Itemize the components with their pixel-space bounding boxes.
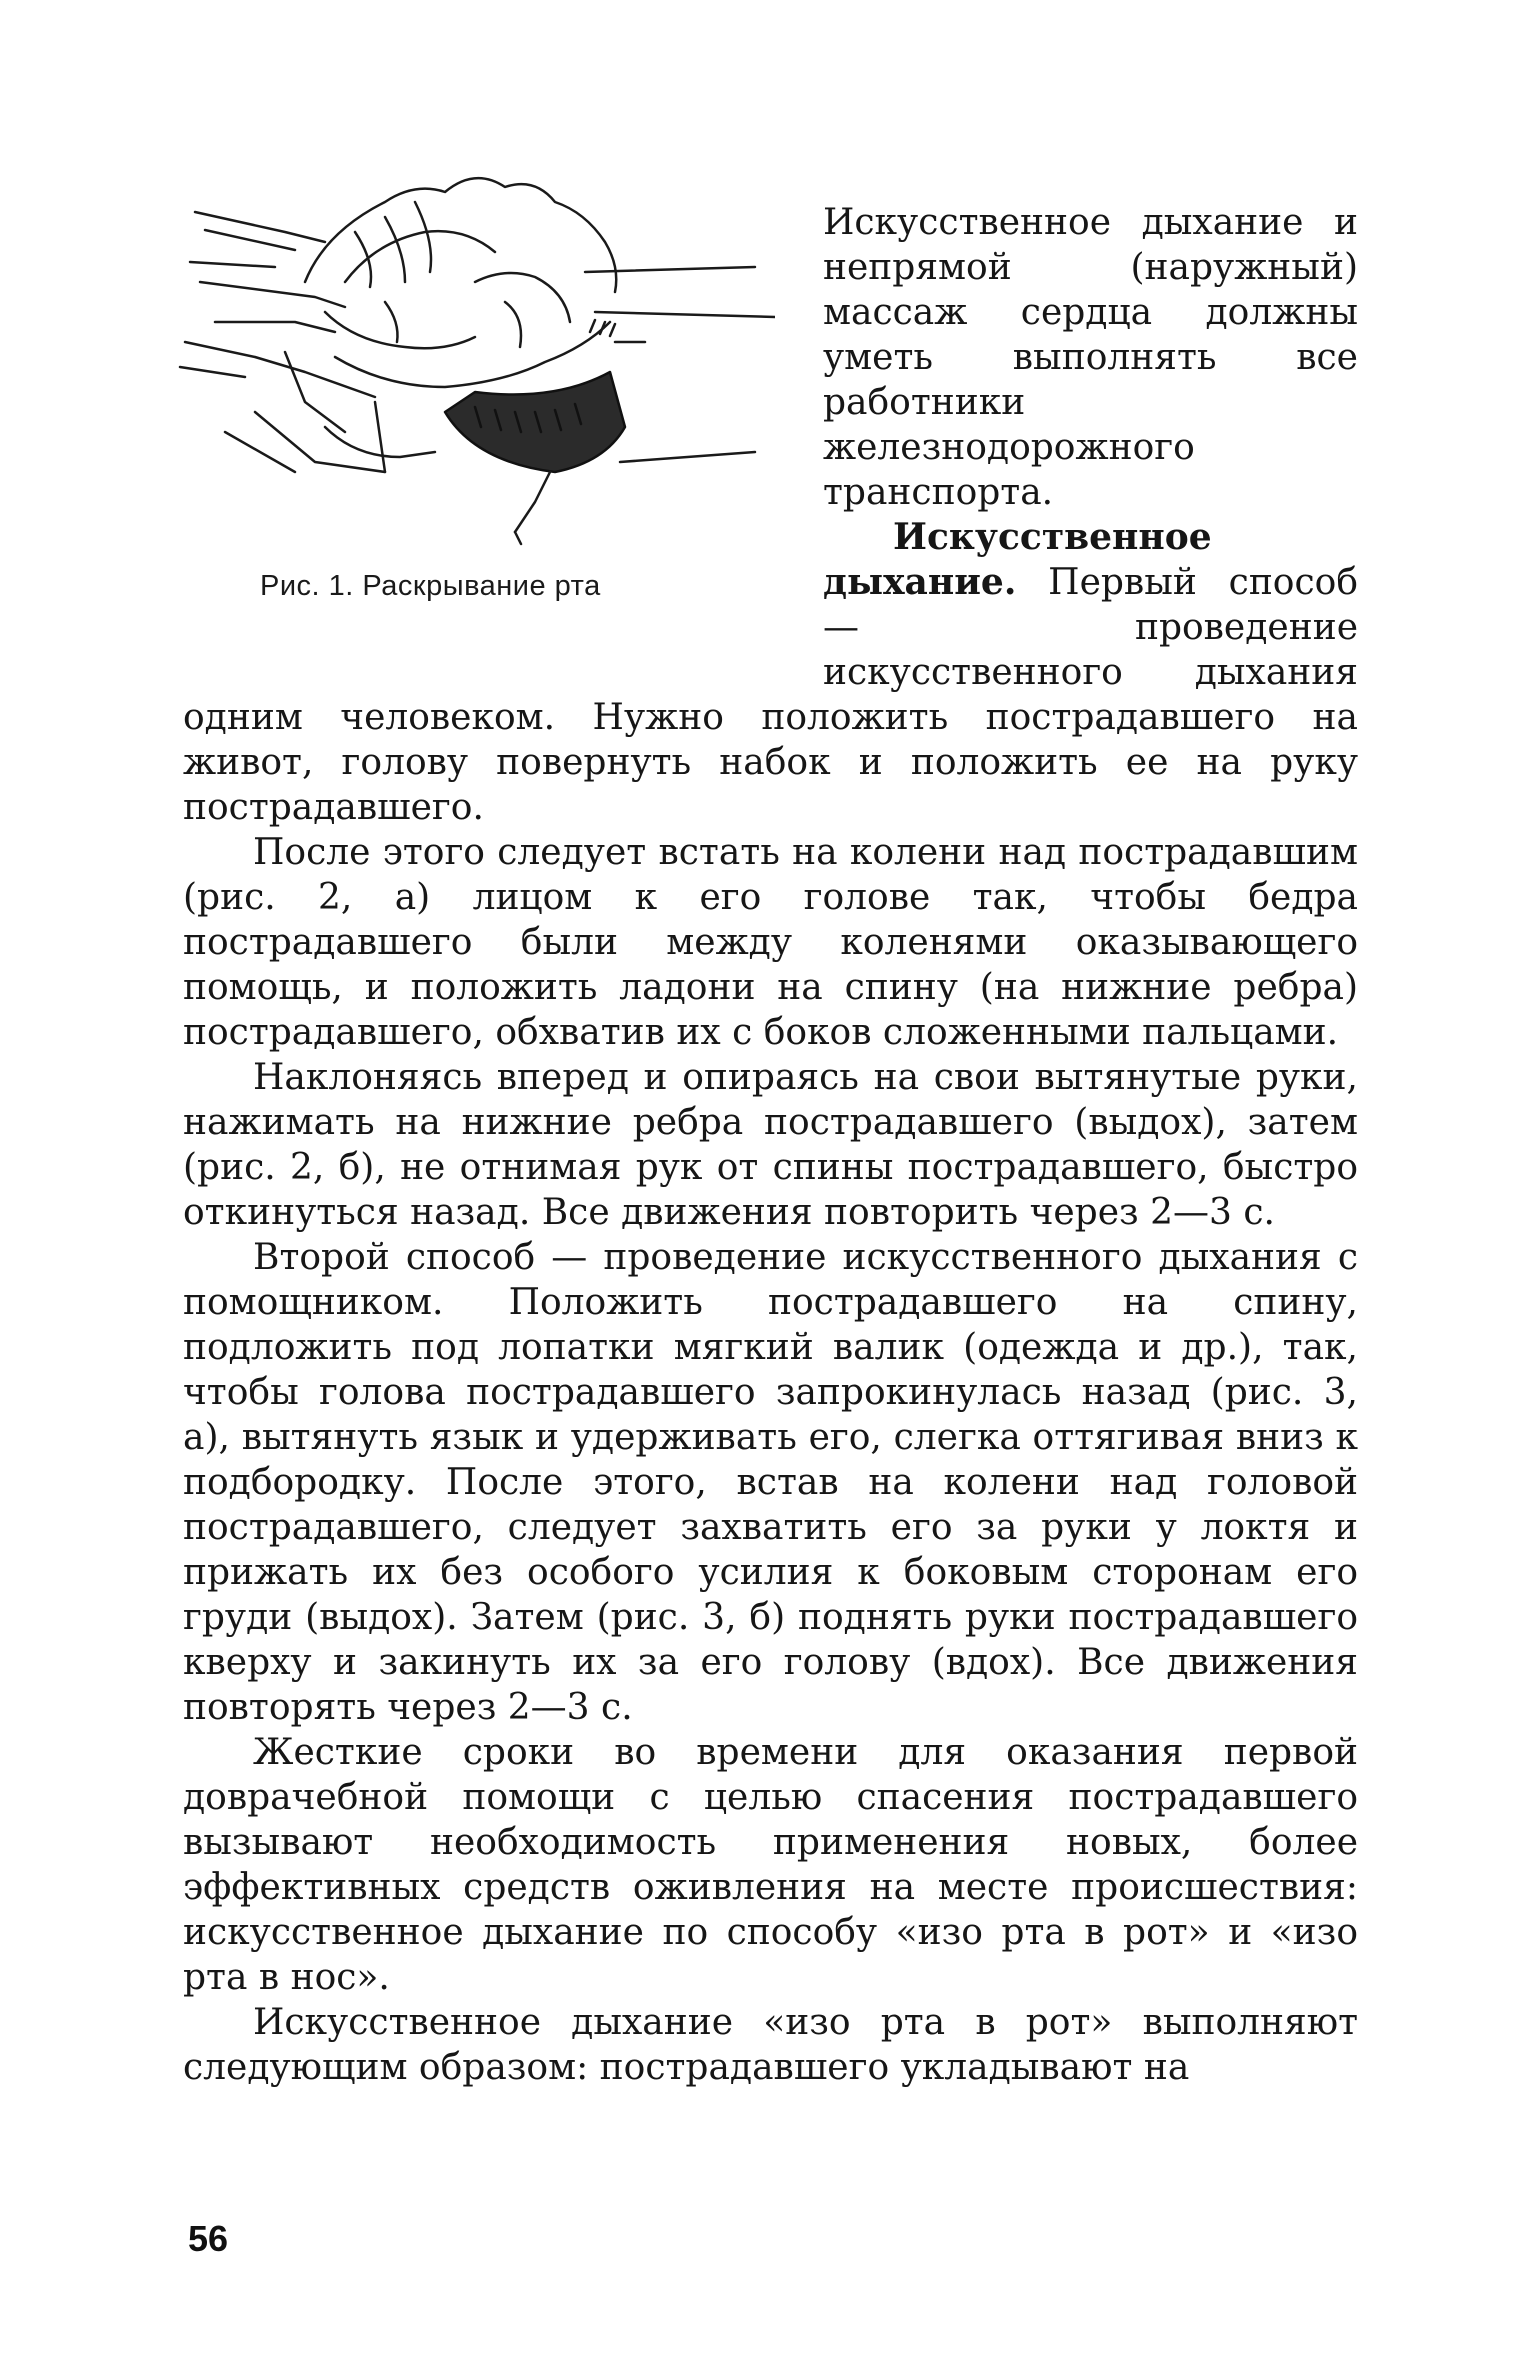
figure-caption: Рис. 1. Раскрывание рта — [260, 570, 601, 602]
paragraph-2-text: Первый способ — проведение искусственного дыхания одним человеком. Нужно положить пострадавшего на живот, голову повернуть набок и положить ее на руку пострадавшего. — [183, 562, 1358, 828]
paragraph-5: Второй способ — проведение искусственного дыхания с помощником. Положить пострадавшего на спину, подложить под лопатки мягкий валик (одежда и др.), так, чтобы голова пострадавшего запрокинулась назад (рис. 3, а), вытянуть язык и удерживать его, слегка оттягивая вниз к подбородку. После этого, встав на колени над головой пострадавшего, следует захватить его за руки у локтя и прижать их без особого усилия к боковым сторонам его груди (выдох). Затем (рис. 3, б) поднять руки пострадавшего кверху и закинуть их за его голову (вдох). Все движения повторять через 2—3 с. — [183, 1237, 1358, 1728]
section-heading: Искусственное дыхание. — [823, 516, 1212, 603]
paragraph-7: Искусственное дыхание «изо рта в рот» выполняют следующим образом: пострадавшего укладывают на — [183, 2002, 1358, 2088]
page-number: 56 — [188, 2218, 229, 2259]
paragraph-6: Жесткие сроки во времени для оказания первой доврачебной помощи с целью спасения пострадавшего вызывают необходимость применения новых, более эффективных средств оживления на месте происшествия: искусственное дыхание по способу «изо рта в рот» и «изо рта в нос». — [183, 1732, 1358, 1998]
paragraph-3: После этого следует встать на колени над пострадавшим (рис. 2, а) лицом к его голове так, чтобы бедра пострадавшего были между коленями оказывающего помощь, и положить ладони на спину (на нижние ребра) пострадавшего, обхватив их с боков сложенными пальцами. — [183, 832, 1358, 1053]
paragraph-1: Искусственное дыхание и непрямой (наружный) массаж сердца должны уметь выполнять все работники железнодорожного транспорта. — [823, 202, 1358, 513]
body-text — [183, 200, 1358, 2090]
paragraph-4: Наклоняясь вперед и опираясь на свои вытянутые руки, нажимать на нижние ребра пострадавшего (выдох), затем (рис. 2, б), не отнимая рук от спины пострадавшего, быстро откинуться назад. Все движения повторить через 2—3 с. — [183, 1057, 1358, 1233]
figure-float-space — [183, 200, 823, 655]
